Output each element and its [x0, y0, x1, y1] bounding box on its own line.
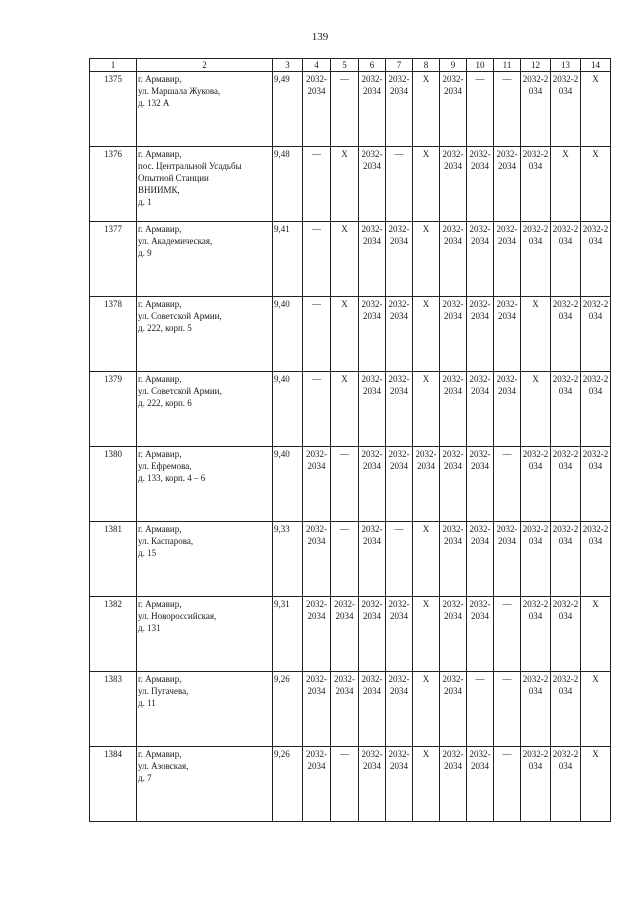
row-number: 1377 — [90, 222, 137, 297]
address-cell — [137, 372, 273, 447]
schedule-cell: 2032-2034 — [551, 72, 581, 147]
value-cell: 9,40 — [273, 372, 303, 447]
schedule-cell: — — [467, 72, 494, 147]
address-line: ул. Академическая, — [138, 236, 213, 246]
schedule-cell: 2032-2034 — [303, 597, 331, 672]
schedule-cell: 2032-2034 — [494, 147, 521, 222]
schedule-cell: 2032-2034 — [551, 747, 581, 822]
row-number: 1378 — [90, 297, 137, 372]
column-header: 10 — [467, 59, 494, 72]
schedule-cell: 2032-2034 — [494, 222, 521, 297]
address-line: г. Армавир, — [138, 224, 182, 234]
schedule-cell: 2032-2034 — [467, 747, 494, 822]
schedule-cell: X — [413, 672, 440, 747]
address-line: д. 131 — [138, 623, 161, 633]
address-line: д. 7 — [138, 773, 152, 783]
schedule-cell: 2032-2034 — [303, 447, 331, 522]
column-header: 14 — [581, 59, 611, 72]
schedule-cell: 2032-2034 — [581, 522, 611, 597]
schedule-cell: X — [581, 597, 611, 672]
table-row — [90, 522, 611, 597]
value-cell: 9,31 — [273, 597, 303, 672]
table-row — [90, 447, 611, 522]
schedule-cell: 2032-2034 — [386, 747, 413, 822]
schedule-cell: 2032-2034 — [359, 297, 386, 372]
column-header: 8 — [413, 59, 440, 72]
schedule-cell: X — [413, 522, 440, 597]
schedule-cell: — — [494, 72, 521, 147]
row-number: 1382 — [90, 597, 137, 672]
schedule-cell: 2032-2034 — [386, 372, 413, 447]
address-cell — [137, 747, 273, 822]
page-number: 139 — [311, 31, 329, 43]
schedule-cell: 2032-2034 — [386, 672, 413, 747]
address-line: д. 222, корп. 5 — [138, 323, 192, 333]
schedule-cell: 2032-2034 — [331, 597, 359, 672]
table-row — [90, 147, 611, 222]
schedule-cell: 2032-2034 — [359, 372, 386, 447]
table-row — [90, 672, 611, 747]
address-line: г. Армавир, — [138, 674, 182, 684]
column-header: 11 — [494, 59, 521, 72]
schedule-cell: 2032-2034 — [467, 447, 494, 522]
address-line: г. Армавир, — [138, 299, 182, 309]
table-row — [90, 597, 611, 672]
schedule-cell: 2032-2034 — [386, 222, 413, 297]
value-cell: 9,33 — [273, 522, 303, 597]
schedule-cell: — — [331, 747, 359, 822]
address-line: ул. Советской Армии, — [138, 311, 222, 321]
column-header: 7 — [386, 59, 413, 72]
schedule-cell: 2032-2034 — [440, 447, 467, 522]
schedule-cell: 2032-2034 — [303, 672, 331, 747]
column-header: 13 — [551, 59, 581, 72]
schedule-cell: 2032-2034 — [551, 672, 581, 747]
schedule-cell: 2032-2034 — [359, 222, 386, 297]
schedule-cell: X — [331, 297, 359, 372]
schedule-cell: 2032-2034 — [386, 447, 413, 522]
value-cell: 9,26 — [273, 672, 303, 747]
address-line: ул. Каспарова, — [138, 536, 194, 546]
schedule-cell: 2032-2034 — [521, 222, 551, 297]
column-header: 12 — [521, 59, 551, 72]
value-cell: 9,48 — [273, 147, 303, 222]
schedule-cell: X — [413, 297, 440, 372]
schedule-cell: 2032-2034 — [494, 522, 521, 597]
schedule-cell: 2032-2034 — [440, 72, 467, 147]
address-line: пос. Центральной Усадьбы — [138, 161, 242, 171]
schedule-cell: — — [331, 72, 359, 147]
schedule-cell: 2032-2034 — [551, 222, 581, 297]
schedule-cell: — — [494, 447, 521, 522]
schedule-cell: 2032-2034 — [467, 222, 494, 297]
row-number: 1383 — [90, 672, 137, 747]
value-cell: 9,40 — [273, 447, 303, 522]
schedule-cell: — — [303, 297, 331, 372]
schedule-cell: 2032-2034 — [494, 297, 521, 372]
schedule-cell: 2032-2034 — [551, 297, 581, 372]
schedule-cell: X — [581, 672, 611, 747]
address-line: ул. Маршала Жукова, — [138, 86, 221, 96]
schedule-cell: X — [581, 147, 611, 222]
schedule-cell: — — [467, 672, 494, 747]
schedule-cell: 2032-2034 — [551, 597, 581, 672]
address-cell — [137, 147, 273, 222]
schedule-cell: 2032-2034 — [581, 297, 611, 372]
column-header: 6 — [359, 59, 386, 72]
address-cell — [137, 597, 273, 672]
schedule-cell: X — [413, 747, 440, 822]
schedule-cell: X — [413, 597, 440, 672]
schedule-cell: 2032-2034 — [440, 372, 467, 447]
schedule-cell: X — [413, 372, 440, 447]
schedule-cell: 2032-2034 — [467, 597, 494, 672]
schedule-cell: 2032-2034 — [359, 747, 386, 822]
schedule-cell: 2032-2034 — [303, 72, 331, 147]
address-line: г. Армавир, — [138, 524, 182, 534]
address-line: г. Армавир, — [138, 749, 182, 759]
schedule-cell: 2032-2034 — [521, 597, 551, 672]
schedule-cell: 2032-2034 — [521, 147, 551, 222]
schedule-cell: 2032-2034 — [551, 522, 581, 597]
schedule-cell: 2032-2034 — [521, 747, 551, 822]
schedule-cell: 2032-2034 — [440, 597, 467, 672]
schedule-cell: 2032-2034 — [551, 372, 581, 447]
schedule-cell: 2032-2034 — [303, 747, 331, 822]
schedule-cell: 2032-2034 — [440, 297, 467, 372]
schedule-cell: 2032-2034 — [467, 522, 494, 597]
schedule-cell: 2032-2034 — [386, 297, 413, 372]
row-number: 1376 — [90, 147, 137, 222]
address-line: ул. Азовская, — [138, 761, 189, 771]
address-line: д. 1 — [138, 197, 152, 207]
schedule-cell: 2032-2034 — [413, 447, 440, 522]
schedule-cell: — — [494, 672, 521, 747]
schedule-cell: X — [331, 147, 359, 222]
row-number: 1384 — [90, 747, 137, 822]
schedule-cell: 2032-2034 — [359, 522, 386, 597]
schedule-cell: 2032-2034 — [359, 447, 386, 522]
schedule-cell: 2032-2034 — [467, 147, 494, 222]
schedule-cell: 2032-2034 — [551, 447, 581, 522]
schedule-cell: — — [331, 447, 359, 522]
address-line: г. Армавир, — [138, 599, 182, 609]
address-line: ВНИИМК, — [138, 185, 180, 195]
address-line: г. Армавир, — [138, 149, 182, 159]
schedule-cell: 2032-2034 — [521, 522, 551, 597]
address-line: ул. Советской Армии, — [138, 386, 222, 396]
schedule-cell: X — [413, 222, 440, 297]
schedule-cell: 2032-2034 — [581, 372, 611, 447]
column-header: 2 — [137, 59, 273, 72]
schedule-cell: 2032-2034 — [581, 447, 611, 522]
schedule-cell: 2032-2034 — [521, 447, 551, 522]
table-row — [90, 222, 611, 297]
schedule-cell: — — [494, 747, 521, 822]
value-cell: 9,41 — [273, 222, 303, 297]
schedule-cell: X — [551, 147, 581, 222]
address-line: д. 9 — [138, 248, 152, 258]
schedule-cell: X — [413, 147, 440, 222]
schedule-cell: X — [521, 372, 551, 447]
schedule-cell: 2032-2034 — [494, 372, 521, 447]
table-body — [90, 72, 611, 822]
address-line: ул. Новороссийская, — [138, 611, 217, 621]
schedule-cell: — — [386, 522, 413, 597]
schedule-cell: X — [581, 747, 611, 822]
column-header: 4 — [303, 59, 331, 72]
address-line: д. 222, корп. 6 — [138, 398, 192, 408]
schedule-cell: 2032-2034 — [359, 672, 386, 747]
schedule-cell: — — [386, 147, 413, 222]
schedule-cell: 2032-2034 — [331, 672, 359, 747]
address-line: Опытной Станции — [138, 173, 209, 183]
schedule-cell: X — [331, 222, 359, 297]
address-cell — [137, 522, 273, 597]
schedule-cell: 2032-2034 — [359, 72, 386, 147]
table-row — [90, 747, 611, 822]
schedule-cell: 2032-2034 — [521, 672, 551, 747]
schedule-cell: 2032-2034 — [359, 597, 386, 672]
schedule-cell: X — [521, 297, 551, 372]
column-header: 3 — [273, 59, 303, 72]
value-cell: 9,26 — [273, 747, 303, 822]
address-cell — [137, 447, 273, 522]
schedule-cell: 2032-2034 — [440, 672, 467, 747]
column-number-row — [90, 59, 611, 72]
schedule-cell: 2032-2034 — [386, 597, 413, 672]
schedule-cell: 2032-2034 — [440, 222, 467, 297]
schedule-cell: 2032-2034 — [359, 147, 386, 222]
table-row — [90, 72, 611, 147]
address-line: д. 15 — [138, 548, 157, 558]
schedule-cell: X — [413, 72, 440, 147]
address-line: г. Армавир, — [138, 374, 182, 384]
schedule-cell: 2032-2034 — [467, 372, 494, 447]
address-cell — [137, 297, 273, 372]
schedule-cell: 2032-2034 — [440, 747, 467, 822]
value-cell: 9,40 — [273, 297, 303, 372]
address-line: г. Армавир, — [138, 449, 182, 459]
schedule-cell: X — [581, 72, 611, 147]
column-header: 1 — [90, 59, 137, 72]
address-line: ул. Ефремова, — [138, 461, 192, 471]
row-number: 1381 — [90, 522, 137, 597]
row-number: 1375 — [90, 72, 137, 147]
table-row — [90, 297, 611, 372]
schedule-cell: X — [331, 372, 359, 447]
schedule-cell: — — [494, 597, 521, 672]
schedule-cell: 2032-2034 — [581, 222, 611, 297]
table-row — [90, 372, 611, 447]
schedule-cell: — — [303, 372, 331, 447]
schedule-cell: 2032-2034 — [521, 72, 551, 147]
address-cell — [137, 672, 273, 747]
address-line: д. 133, корп. 4 – 6 — [138, 473, 206, 483]
schedule-cell: — — [303, 222, 331, 297]
schedule-cell: 2032-2034 — [440, 147, 467, 222]
address-line: г. Армавир, — [138, 74, 182, 84]
row-number: 1380 — [90, 447, 137, 522]
address-cell — [137, 222, 273, 297]
schedule-cell: 2032-2034 — [303, 522, 331, 597]
column-header: 5 — [331, 59, 359, 72]
address-line: д. 11 — [138, 698, 156, 708]
address-line: д. 132 А — [138, 98, 170, 108]
address-line: ул. Пугачева, — [138, 686, 189, 696]
schedule-cell: 2032-2034 — [467, 297, 494, 372]
schedule-cell: — — [331, 522, 359, 597]
row-number: 1379 — [90, 372, 137, 447]
value-cell: 9,49 — [273, 72, 303, 147]
schedule-cell: 2032-2034 — [440, 522, 467, 597]
schedule-cell: — — [303, 147, 331, 222]
schedule-cell: 2032-2034 — [386, 72, 413, 147]
address-cell — [137, 72, 273, 147]
column-header: 9 — [440, 59, 467, 72]
repair-schedule-table — [89, 58, 611, 822]
